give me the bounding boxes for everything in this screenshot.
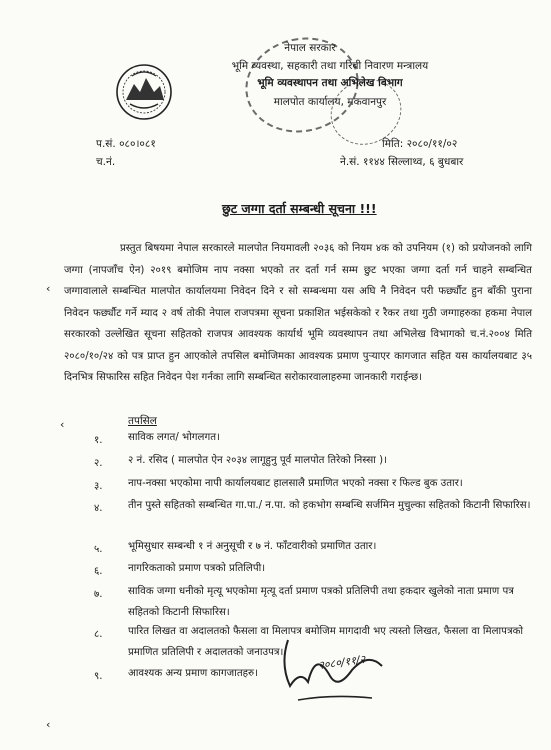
list-item-number: ४. xyxy=(94,503,103,514)
list-item: आवश्यक अन्य प्रमाण कागजातहरु। xyxy=(128,668,259,679)
list-item-number: १. xyxy=(94,435,103,446)
notice-title: छुट जग्गा दर्ता सम्बन्धी सूचना !!! xyxy=(222,201,377,216)
header-line-2: भूमि व्यवस्था, सहकारी तथा गरिबी निवारण मन्त्रालय xyxy=(231,60,429,72)
list-item-number: ७. xyxy=(94,589,103,600)
list-item-number: २. xyxy=(94,458,103,469)
list-item-number: ३. xyxy=(94,481,103,492)
margin-mark: ‹ xyxy=(46,282,51,295)
patra-sankhya: प.सं. ०८०।०८१ xyxy=(96,138,156,150)
list-item: साविक लगत/ भोगलगत। xyxy=(128,432,220,443)
signature-date: २०८०/११/२ xyxy=(317,652,367,673)
tapasil-label: तपसिल xyxy=(128,415,157,427)
header-line-3: भूमि व्यवस्थापन तथा अभिलेख विभाग xyxy=(257,77,403,89)
list-item: पारित लिखत वा अदालतको फैसला वा मिलापत्र बमोजिम मागदावी भए त्यस्तो लिखत, फैसला वा मिलापत्रको प्रमाणित प्रतिलिपी र अदालतको जनाउपत्र। xyxy=(128,626,524,658)
list-item: तीन पुस्ते सहितको सम्बन्धित गा.पा./ न.पा. को हकभोग सम्बन्धि सर्जमिन मुचुल्का सहितको किटानी सिफारिस। xyxy=(128,500,531,511)
header-line-4: मालपोत कार्यालय, मकवानपुर xyxy=(273,96,387,108)
list-item: भूमिसुधार सम्बन्धी १ नं अनुसूची र ७ नं. फाँटवारीको प्रमाणित उतार। xyxy=(128,541,377,552)
header-line-1: नेपाल सरकार xyxy=(284,42,336,54)
chalani-number: च.नं. xyxy=(96,156,116,168)
list-item: नागरिकताको प्रमाण पत्रको प्रतिलिपी। xyxy=(128,563,266,574)
list-item: नाप-नक्सा भएकोमा नापी कार्यालयबाट हालसालै प्रमाणित भएको नक्सा र फिल्ड बुक उतार। xyxy=(128,478,463,489)
nepal-sambat-date: ने.सं. ११४४ सिल्लाथ्व, ६ बुधबार xyxy=(340,156,464,168)
list-item-number: ६. xyxy=(94,566,103,577)
nepal-emblem-icon xyxy=(112,62,176,122)
notice-body: प्रस्तुत बिषयमा नेपाल सरकारले मालपोत नियमावली २०३६ को नियम ४क को उपनियम (१) को प्रयोजनको लागि जग्गा (नापजाँच ऐन) २०१९ बमोजिम नाप नक्सा भएको तर दर्ता गर्न सम्म छुट भएका जग्गा दर्ता गर्न चाहने सम्बन्धित जग्गावालाले सम्बन्धित मालपोत कार्यालयमा निवेदन दिने र सो सम्बन्धमा यस अघि नै निवेदन परी फर्छ्यौट हुन बाँकी पुराना निवेदन फर्छ्यौट गर्ने म्याद २ वर्ष तोकी नेपाल राजपत्रमा सूचना प्रकाशित भईसकेको र रैकर तथा गुठी जग्गाहरुका हकमा नेपाल सरकारको उल्लेखित सूचना सहितको राजपत्र आवश्यक कार्यार्थ भूमि व्यवस्थापन तथा अभिलेख विभागको च.नं.२००४ मिति २०८०/१०/२४ को पत्र प्राप्त हुन आएकोले तपसिल बमोजिमका आवश्यक प्रमाण पुर्‍याएर कागजात सहित यस कार्यालयबाट ३५ दिनभित्र सिफारिस सहित निवेदन पेश गर्नका लागि सम्बन्धित सरोकारवालाहरुमा जानकारी गराईन्छ। xyxy=(64,243,532,383)
list-item: २ नं. रसिद ( मालपोत ऐन २०३४ लागूहुनु पूर्व मालपोत तिरेको निस्सा )। xyxy=(128,455,387,466)
list-item-number: ५. xyxy=(94,544,103,555)
list-item-number: ८. xyxy=(94,629,103,640)
list-item: साविक जग्गा धनीको मृत्यू भएकोमा मृत्यू दर्ता प्रमाण पत्रको प्रतिलिपी तथा हकदार खुलेको नाता प्रमाण पत्र सहितको किटानी सिफारिस। xyxy=(128,586,514,618)
list-item-number: ९. xyxy=(94,671,103,682)
date: मिति: २०८०/११/०२ xyxy=(382,138,458,150)
margin-mark: ‹ xyxy=(46,718,51,731)
margin-mark: ‹ xyxy=(60,418,65,431)
